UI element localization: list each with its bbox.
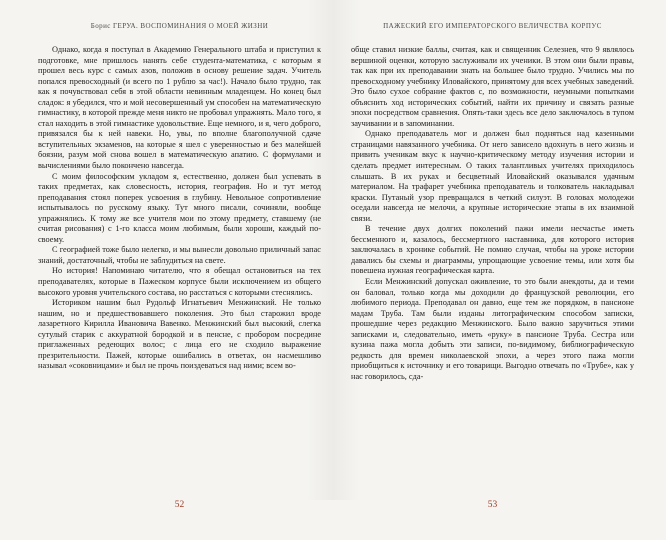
paragraph: С моим философским укладом я, естественно, должен был успевать в таких предметах, как словесность, история, география. Но и тут метод преподавания стоял поперек усвоения в глубину. Невольное сопротивление испытывалось по русскому языку. Тут много писали, сочиняли, вообще упражнялись. К тому же все учителя мои по этому предмету, ставшему (не считая рисования) с 1-го класса моим любимым, были хороши, каждый по-своему. [38, 171, 321, 244]
left-running-head: Борис ГЕРУА. ВОСПОМИНАНИЯ О МОЕЙ ЖИЗНИ [90, 22, 269, 30]
paragraph: Однако, когда я поступал в Академию Генерального штаба и приступил к подготовке, мне пришлось нанять себе студента-математика, с которым я прошел весь курс с самых азов, положив в основу решение задач. Учитель попался превосходный (и всего по 1 рублю за час!). Начало было трудно, так как я почувствовал себя в этой области невинным младенцем. Но конец был сладок: я убедился, что и мой несовершенный ум способен на математическую гимнастику, в которой прежде меня никто не пробовал упражнять. Мало того, я стал находить в этой гимнастике удовольствие. Еще немного, и я, чего доброго, привязался бы к ней навеки. Но, увы, по вполне благополучной сдаче вступительных экзаменов, на которые я шел с уверенностью и без малейшей боязни, разум мой снова вошел в математическую апатию. С формулами и вычислениями было покончено навсегда. [38, 45, 321, 171]
paragraph: Однако преподаватель мог и должен был подняться над казенными страницами навязанного учебника. От него зависело вдохнуть в него жизнь и привить ученикам вкус к научно-критическому методу изучения истории и сделать предмет интересным. О таких талантливых учителях приходилось слышать. В их руках и бесцветный Иловайский оказывался удачным материалом. На трафарет учебника преподаватель и толкователь накладывал краски. Путаный узор превращался в четкий силуэт. В головах молодежи оседали навсегда не мелочи, а крупные исторические этапы в их взаимной связи. [351, 129, 634, 223]
paragraph: Историком нашим был Рудольф Игнатьевич Менжинский. Не только нашим, но и предшествовавшего поколения. Это был старожил вроде лазаретного Кирилла Ивановича Вавенко. Менжинский был высокий, слегка сутулый старик с аккуратной бородкой и в пенсне, с пробором посредине приглаженных редеющих волос; с лица его не сходило выражение презрительности. Пажей, которые ошибались в ответах, он насмешливо называл «соковницами» и был не прочь поиздеваться над ними; всем во- [38, 298, 321, 371]
right-page [351, 22, 634, 514]
right-page-number: 53 [487, 500, 498, 510]
right-running-head: ПАЖЕСКИЙ ЕГО ИМПЕРАТОРСКОГО ВЕЛИЧЕСТВА КОРПУС [383, 22, 602, 30]
left-page-text [38, 45, 321, 372]
paragraph: Но история! Напоминаю читателю, что я обещал остановиться на тех преподавателях, которые в Пажеском корпусе были исключением из общего высокого уровня учительского состава, но расстаться с которыми стеснялись. [38, 266, 321, 297]
paragraph: С географией тоже было нелегко, и мы вынесли довольно приличный запас знаний, достаточный, чтобы не заблудиться на свете. [38, 245, 321, 265]
paragraph: Если Менжинский допускал оживление, то это были анекдоты, да и теми он баловал, только когда мы доходили до французской революции, его любимого периода. Преподавал он давно, еще тем же порядком, в пансионе мадам Труба. Там были изданы литографическим способом записки, прошедшие через редакцию Менжинского. Было важно заручиться этими записками и, следовательно, иметь «руку» в пансионе Труба. Сестра или кузина пажа могла добыть эти записи, по-видимому, библиографическую редкость для времен николаевской эпохи, а через этого пажа могли приобщиться к источнику и его товарищи. Выгодно отвечать по «Трубе», как у нас говорилось, сда- [351, 277, 634, 381]
right-page-text [351, 45, 634, 383]
paragraph: обще ставил низкие баллы, считая, как и священник Селезнев, что 9 являлось вершиной оценки, которую заслуживали их ученики. В этом они были правы, так как при их преподавании знать на большее было трудно. Учились мы по превосходному учебнику Иловайского, принятому для всех учебных заведений. Это было сухое собрание фактов с, по возможности, неумными попытками объяснить ход исторических событий, найти их причину и связать разные эпохи посредством сравнения. Опять-таки здесь все дело заключалось в тупом заучивании и в запоминании. [351, 45, 634, 128]
paragraph: В течение двух долгих поколений пажи имели несчастье иметь бессменного и, казалось, бессмертного наставника, для которого история заключалась в хронике событий. Не помню случая, чтобы на уроке истории давались бы схемы и диаграммы, упрощающие усвоение темы, или хотя бы повешена нужная географическая карта. [351, 224, 634, 276]
left-page-number: 52 [174, 500, 185, 510]
left-page [38, 22, 321, 514]
